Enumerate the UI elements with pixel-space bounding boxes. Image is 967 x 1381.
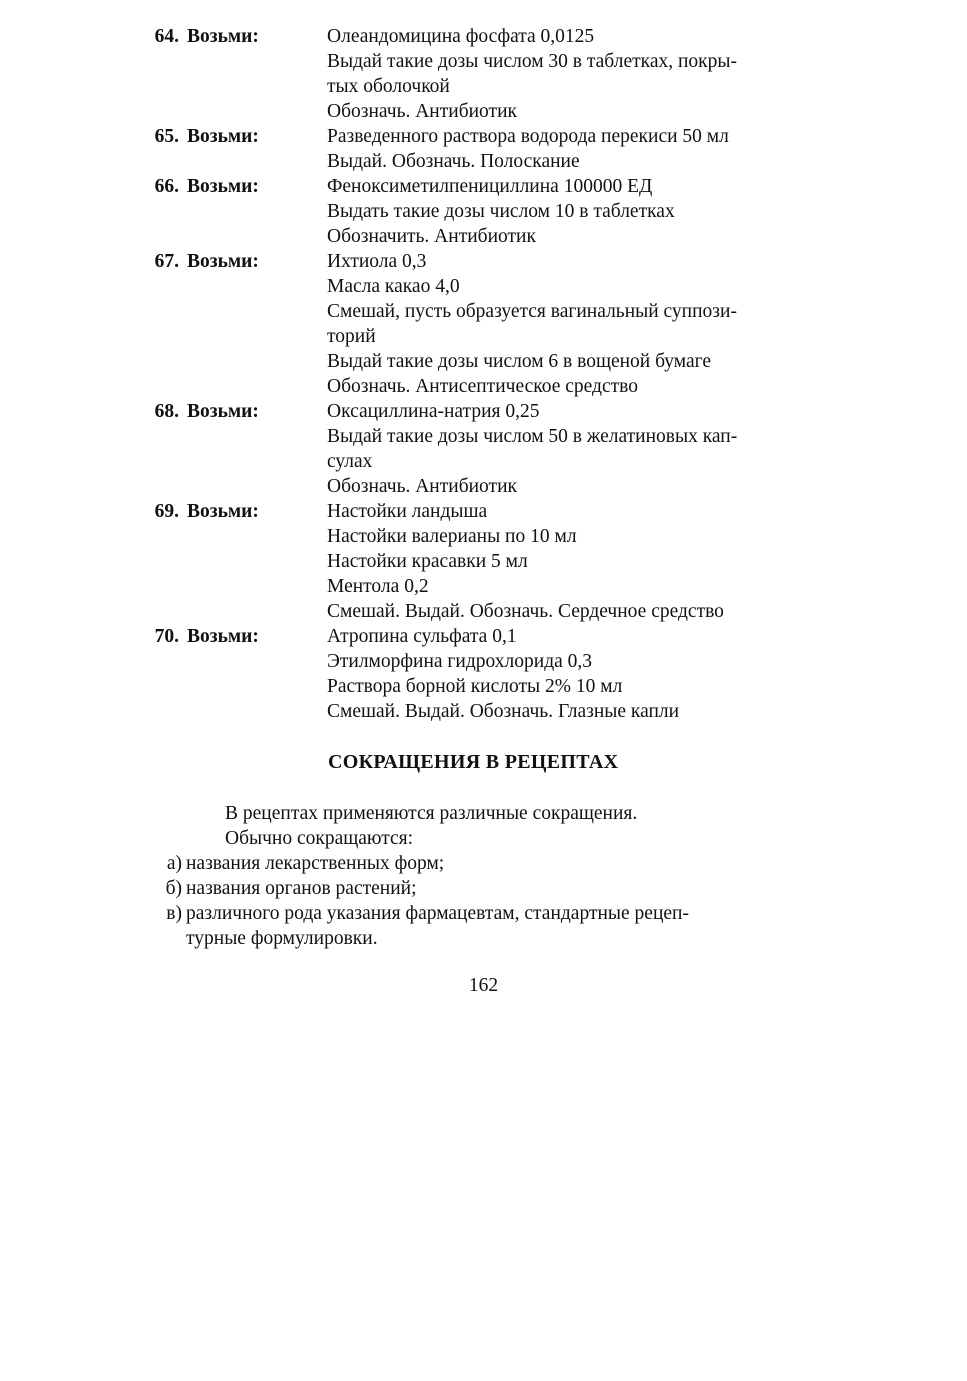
prescription-line: Ихтиола 0,3 — [327, 251, 427, 272]
intro-paragraph — [0, 801, 785, 851]
prescription-number: 64. — [154, 26, 179, 47]
list-item-text — [186, 901, 785, 951]
prescription-66 — [0, 174, 967, 249]
prescription-line: Выдай такие дозы числом 50 в желатиновых кап- — [327, 426, 738, 447]
prescription-line: Ментола 0,2 — [327, 576, 429, 597]
prescription-line: Выдай такие дозы числом 6 в вощеной бумаге — [327, 351, 712, 372]
prescription-text — [327, 249, 787, 399]
prescription-line: Обозначь. Антибиотик — [327, 101, 517, 122]
prescription-number: 70. — [154, 626, 179, 647]
prescription-verb: Возьми: — [187, 26, 259, 47]
section-title: СОКРАЩЕНИЯ В РЕЦЕПТАХ — [328, 751, 619, 773]
prescription-line: Атропина сульфата 0,1 — [327, 626, 517, 647]
prescription-number: 68. — [154, 401, 179, 422]
page-number: 162 — [468, 975, 499, 996]
list-marker: а) — [166, 853, 182, 874]
prescription-text — [327, 124, 787, 174]
prescription-text — [327, 24, 787, 124]
prescription-list — [0, 24, 967, 724]
document-page — [0, 24, 967, 998]
list-item-line: различного рода указания фармацевтам, стандартные рецеп- — [186, 903, 689, 924]
prescription-line: Обозначить. Антибиотик — [327, 226, 536, 247]
abbreviation-list — [0, 851, 967, 951]
prescription-text — [327, 624, 787, 724]
prescription-line: Смешай, пусть образуется вагинальный суппози- — [327, 301, 737, 322]
prescription-line: Олеандомицина фосфата 0,0125 — [327, 26, 595, 47]
list-item-line: названия органов растений; — [186, 878, 417, 899]
prescription-text — [327, 174, 787, 249]
prescription-line: Настойки ландыша — [327, 501, 488, 522]
prescription-line: сулах — [327, 451, 373, 472]
prescription-line: Оксациллина-натрия 0,25 — [327, 401, 540, 422]
prescription-number: 65. — [154, 126, 179, 147]
list-marker: б) — [165, 878, 182, 899]
prescription-line: Выдать такие дозы числом 10 в таблетках — [327, 201, 675, 222]
prescription-line: торий — [327, 326, 376, 347]
prescription-line: Феноксиметилпенициллина 100000 ЕД — [327, 176, 653, 197]
prescription-text — [327, 399, 787, 499]
list-item — [0, 901, 967, 951]
list-marker: в) — [166, 903, 182, 924]
prescription-verb: Возьми: — [187, 126, 259, 147]
prescription-line: Настойки валерианы по 10 мл — [327, 526, 577, 547]
prescription-line: Смешай. Выдай. Обозначь. Сердечное средство — [327, 601, 724, 622]
prescription-line: тых оболочкой — [327, 76, 450, 97]
list-item — [0, 876, 967, 901]
list-item-line: названия лекарственных форм; — [186, 853, 445, 874]
list-item-text — [186, 851, 785, 876]
prescription-text — [327, 499, 787, 624]
intro-line: В рецептах применяются различные сокращения. — [225, 803, 638, 824]
prescription-line: Разведенного раствора водорода перекиси 50 мл — [327, 126, 729, 147]
prescription-verb: Возьми: — [187, 251, 259, 272]
prescription-line: Выдай такие дозы числом 30 в таблетках, покры- — [327, 51, 737, 72]
list-item-line: турные формулировки. — [186, 928, 378, 949]
prescription-68 — [0, 399, 967, 499]
prescription-verb: Возьми: — [187, 176, 259, 197]
prescription-verb: Возьми: — [187, 626, 259, 647]
prescription-line: Обозначь. Антибиотик — [327, 476, 517, 497]
intro-line: Обычно сокращаются: — [225, 828, 414, 849]
prescription-number: 69. — [154, 501, 179, 522]
prescription-line: Обозначь. Антисептическое средство — [327, 376, 638, 397]
prescription-verb: Возьми: — [187, 501, 259, 522]
prescription-line: Смешай. Выдай. Обозначь. Глазные капли — [327, 701, 680, 722]
prescription-line: Раствора борной кислоты 2% 10 мл — [327, 676, 623, 697]
prescription-line: Масла какао 4,0 — [327, 276, 460, 297]
prescription-69 — [0, 499, 967, 624]
list-item-text — [186, 876, 785, 901]
prescription-67 — [0, 249, 967, 399]
prescription-line: Выдай. Обозначь. Полоскание — [327, 151, 580, 172]
list-item — [0, 851, 967, 876]
prescription-65 — [0, 124, 967, 174]
prescription-64 — [0, 24, 967, 124]
prescription-number: 66. — [154, 176, 179, 197]
prescription-line: Настойки красавки 5 мл — [327, 551, 528, 572]
prescription-number: 67. — [154, 251, 179, 272]
prescription-line: Этилморфина гидрохлорида 0,3 — [327, 651, 593, 672]
prescription-verb: Возьми: — [187, 401, 259, 422]
prescription-70 — [0, 624, 967, 724]
